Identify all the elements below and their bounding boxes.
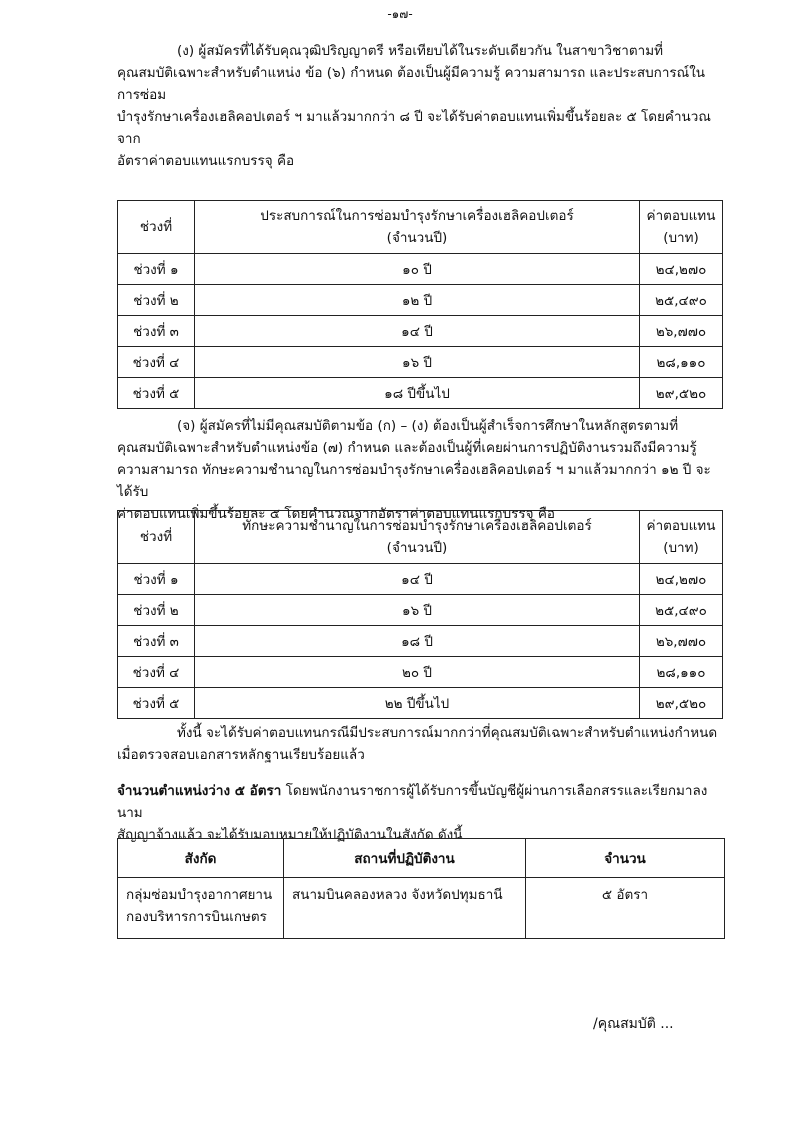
header-pay: ค่าตอบแทน (บาท)	[640, 511, 723, 564]
cell-pay: ๒๔,๒๗๐	[640, 564, 723, 595]
table-header-row	[118, 201, 723, 254]
table-row	[118, 378, 723, 409]
cell-period: ช่วงที่ ๒	[118, 285, 195, 316]
cell-pay: ๒๘,๑๑๐	[640, 347, 723, 378]
cell-pay: ๒๕,๔๙๐	[640, 285, 723, 316]
paragraph-line: (จ) ผู้สมัครที่ไม่มีคุณสมบัติตามข้อ (ก) – (ง) ต้องเป็นผู้สำเร็จการศึกษาในหลักสูตรตามที่	[177, 418, 679, 434]
table-row	[118, 626, 723, 657]
experience-pay-table-2	[117, 510, 723, 719]
experience-pay-table-1	[117, 200, 723, 409]
page-number: -๑๗-	[387, 7, 413, 21]
vacancy-paragraph	[117, 780, 723, 846]
cell-pay: ๒๙,๕๒๐	[640, 688, 723, 719]
header-experience: ทักษะความชำนาญในการซ่อมบำรุงรักษาเครื่องเฮลิคอปเตอร์ (จำนวนปี)	[195, 511, 640, 564]
cell-pay: ๒๘,๑๑๐	[640, 657, 723, 688]
section-e-paragraph	[117, 415, 723, 525]
cell-years: ๑๖ ปี	[195, 595, 640, 626]
cell-years: ๒๒ ปีขึ้นไป	[195, 688, 640, 719]
cell-years: ๑๔ ปี	[195, 564, 640, 595]
paragraph-line: ความสามารถ ทักษะความชำนาญในการซ่อมบำรุงรักษาเครื่องเฮลิคอปเตอร์ ฯ มาแล้วมากกว่า ๑๒ ปี จะได้รับ	[117, 462, 711, 500]
paragraph-line: อัตราค่าตอบแทนแรกบรรจุ คือ	[117, 153, 295, 169]
cell-pay: ๒๔,๒๗๐	[640, 254, 723, 285]
paragraph-line: (ง) ผู้สมัครที่ได้รับคุณวุฒิปริญญาตรี หรือเทียบได้ในระดับเดียวกัน ในสาขาวิชาตามที่	[177, 43, 664, 59]
cell-pay: ๒๖,๗๗๐	[640, 626, 723, 657]
paragraph-line: เมื่อตรวจสอบเอกสารหลักฐานเรียบร้อยแล้ว	[117, 747, 365, 763]
table-row	[118, 688, 723, 719]
header-unit: สังกัด	[118, 839, 284, 878]
table-row	[118, 564, 723, 595]
cell-years: ๑๘ ปี	[195, 626, 640, 657]
header-experience: ประสบการณ์ในการซ่อมบำรุงรักษาเครื่องเฮลิคอปเตอร์ (จำนวนปี)	[195, 201, 640, 254]
cell-period: ช่วงที่ ๓	[118, 626, 195, 657]
vacancy-count-label: จำนวนตำแหน่งว่าง ๕ อัตรา	[117, 783, 282, 799]
cell-location: สนามบินคลองหลวง จังหวัดปทุมธานี	[284, 878, 526, 939]
table-row	[118, 878, 725, 939]
table-header-row	[118, 511, 723, 564]
cell-period: ช่วงที่ ๕	[118, 378, 195, 409]
cell-years: ๑๐ ปี	[195, 254, 640, 285]
table-row	[118, 657, 723, 688]
cell-pay: ๒๕,๔๙๐	[640, 595, 723, 626]
paragraph-line: คุณสมบัติเฉพาะสำหรับตำแหน่ง ข้อ (๖) กำหนด ต้องเป็นผู้มีความรู้ ความสามารถ และประสบการณ์ในการซ่อม	[117, 65, 706, 103]
paragraph-line: ค่าตอบแทนเพิ่มขึ้นร้อยละ ๕ โดยคำนวณจากอัตราค่าตอบแทนแรกบรรจุ คือ	[117, 506, 556, 522]
cell-period: ช่วงที่ ๑	[118, 254, 195, 285]
paragraph-line: คุณสมบัติเฉพาะสำหรับตำแหน่งข้อ (๗) กำหนด และต้องเป็นผู้ที่เคยผ่านการปฏิบัติงานรวมถึงมีความรู้	[117, 440, 697, 456]
cell-years: ๑๔ ปี	[195, 316, 640, 347]
cell-years: ๑๘ ปีขึ้นไป	[195, 378, 640, 409]
header-period: ช่วงที่	[118, 201, 195, 254]
cell-count: ๕ อัตรา	[526, 878, 725, 939]
table-row	[118, 316, 723, 347]
assignment-table	[117, 838, 725, 939]
section-d-paragraph	[117, 40, 723, 172]
cell-unit: กลุ่มซ่อมบำรุงอากาศยาน กองบริหารการบินเกษตร	[118, 878, 284, 939]
paragraph-line: ทั้งนี้ จะได้รับค่าตอบแทนกรณีมีประสบการณ์มากกว่าที่คุณสมบัติเฉพาะสำหรับตำแหน่งกำหนด	[177, 725, 718, 741]
header-pay: ค่าตอบแทน (บาท)	[640, 201, 723, 254]
cell-period: ช่วงที่ ๕	[118, 688, 195, 719]
cell-years: ๒๐ ปี	[195, 657, 640, 688]
cell-period: ช่วงที่ ๔	[118, 347, 195, 378]
table-row	[118, 595, 723, 626]
paragraph-line: จำนวนตำแหน่งว่าง ๕ อัตรา โดยพนักงานราชการผู้ได้รับการขึ้นบัญชีผู้ผ่านการเลือกสรรและเรียกมาลงนาม	[117, 783, 708, 821]
continued-marker: /คุณสมบัติ ...	[593, 1016, 674, 1032]
header-location: สถานที่ปฏิบัติงาน	[284, 839, 526, 878]
note-paragraph	[117, 722, 723, 766]
cell-years: ๑๖ ปี	[195, 347, 640, 378]
table-row	[118, 254, 723, 285]
header-period: ช่วงที่	[118, 511, 195, 564]
table-row	[118, 347, 723, 378]
cell-pay: ๒๖,๗๗๐	[640, 316, 723, 347]
paragraph-line: สัญญาจ้างแล้ว จะได้รับมอบหมายให้ปฏิบัติงานในสังกัด ดังนี้	[117, 827, 463, 843]
cell-period: ช่วงที่ ๓	[118, 316, 195, 347]
table-header-row	[118, 839, 725, 878]
cell-period: ช่วงที่ ๒	[118, 595, 195, 626]
cell-pay: ๒๙,๕๒๐	[640, 378, 723, 409]
cell-period: ช่วงที่ ๔	[118, 657, 195, 688]
paragraph-line: บำรุงรักษาเครื่องเฮลิคอปเตอร์ ฯ มาแล้วมากกว่า ๘ ปี จะได้รับค่าตอบแทนเพิ่มขึ้นร้อยละ ๕ โดยคำนวณจาก	[117, 109, 711, 147]
cell-years: ๑๒ ปี	[195, 285, 640, 316]
header-count: จำนวน	[526, 839, 725, 878]
table-row	[118, 285, 723, 316]
cell-period: ช่วงที่ ๑	[118, 564, 195, 595]
